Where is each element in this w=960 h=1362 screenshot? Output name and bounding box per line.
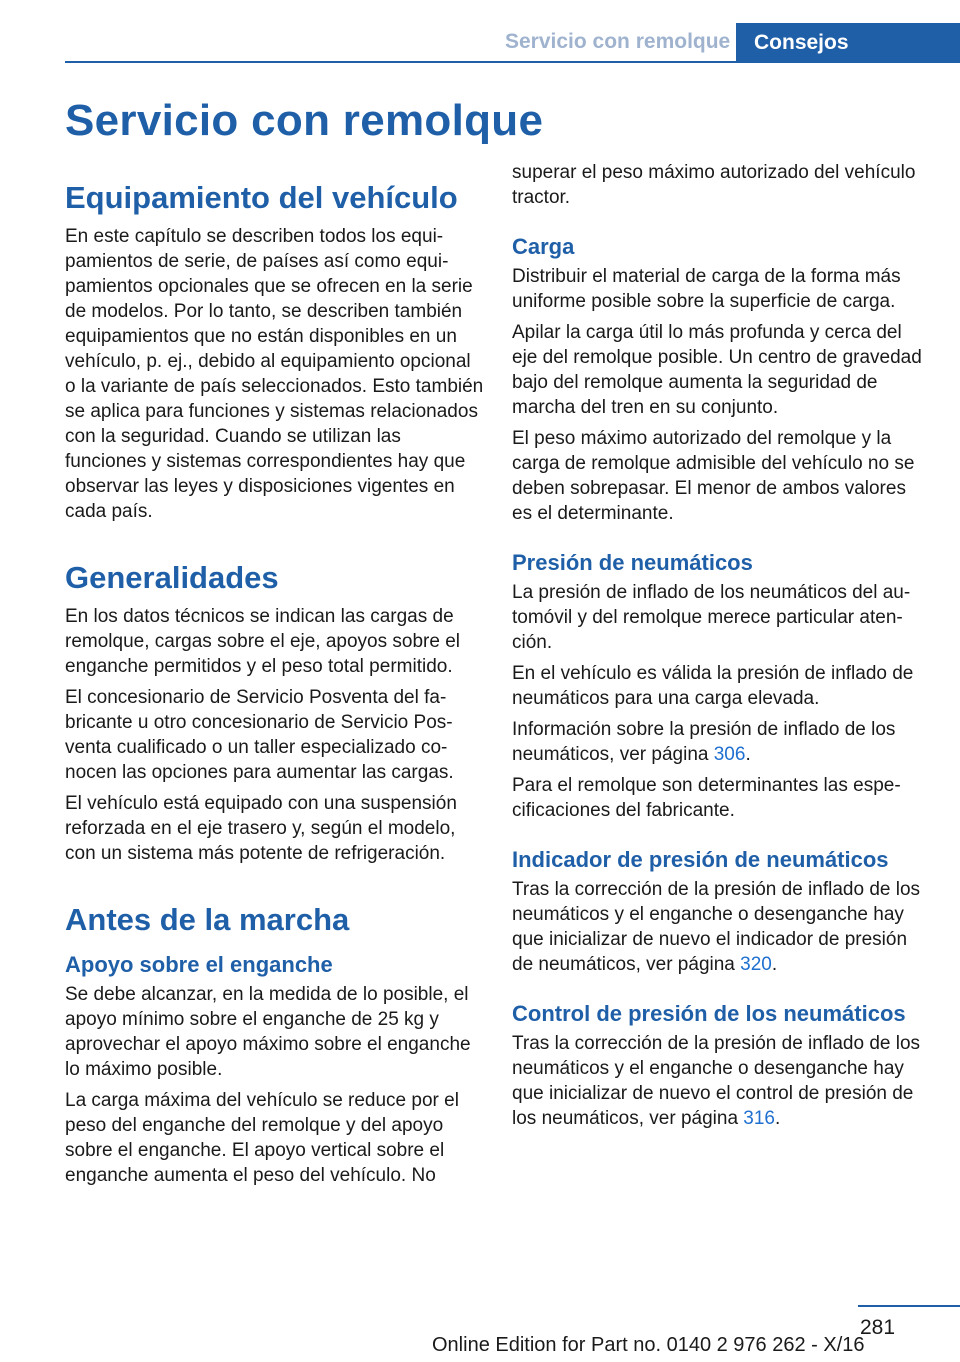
right-column [512, 160, 930, 1131]
page-title: Servicio con remolque [65, 96, 544, 145]
section-heading-generalidades: Generalidades [65, 560, 279, 595]
text: Tras la corrección de la presión de inflado de los neumáticos y el enganche o desenganche hay que inicializar de nuevo el control de presión de los neumáticos, ver página [512, 1033, 921, 1129]
paragraph: El peso máximo autorizado del remolque y la carga de remolque admisible del vehículo no se deben sobrepasar. El menor de ambos valores es el determinante. [512, 428, 915, 524]
text: Información sobre la presión de inflado de los neumáticos, ver página [512, 719, 896, 765]
section-heading-equipamiento: Equipamiento del vehículo [65, 180, 458, 215]
page-link-320[interactable]: 320 [740, 954, 772, 975]
text: Tras la corrección de la presión de inflado de los neumáticos y el enganche o desenganche hay que inicializar de nuevo el indicador de presión de neumáticos, ver página [512, 879, 921, 975]
paragraph [512, 717, 930, 767]
subheading-indicador: Indicador de presión de neumáticos [512, 847, 889, 872]
section-heading-antes: Antes de la marcha [65, 902, 350, 937]
subheading-control: Control de presión de los neumáticos [512, 1001, 906, 1026]
subheading-presion: Presión de neumáticos [512, 550, 753, 575]
paragraph: El vehículo está equipado con una suspensión reforzada en el eje trasero y, según el modelo, con un sistema más potente de refrigeración. [65, 793, 457, 864]
paragraph: Distribuir el material de carga de la forma más uniforme posible sobre la superficie de carga. [512, 266, 901, 312]
paragraph: Se debe alcanzar, en la medida de lo posible, el apoyo mínimo sobre el enganche de 25 kg y aprovechar el apoyo máximo sobre el enganche lo máximo posible. [65, 984, 471, 1080]
text: . [775, 1108, 781, 1129]
header-tab[interactable] [736, 23, 960, 63]
text: . [745, 744, 751, 765]
page-link-316[interactable]: 316 [743, 1108, 775, 1129]
subheading-apoyo: Apoyo sobre el enganche [65, 952, 333, 977]
paragraph: El concesionario de Servicio Posventa del fabricante u otro concesionario de Servicio Posventa cualificado o un taller especializado conocen las opciones para aumentar las cargas. [65, 687, 454, 783]
header-tab-label: Consejos [754, 31, 849, 54]
paragraph: La carga máxima del vehículo se reduce por el peso del enganche del remolque y del apoyo sobre el enganche. El apoyo vertical sobre el enganche aumenta el peso del vehículo. No [65, 1090, 459, 1186]
page-number: 281 [860, 1316, 896, 1339]
subheading-carga: Carga [512, 234, 575, 259]
paragraph: En los datos técnicos se indican las cargas de remolque, cargas sobre el eje, apoyos sobre el enganche permitidos y el peso total permitido. [65, 606, 461, 677]
header-section-label[interactable]: Servicio con remolque [505, 30, 731, 53]
page-link-306[interactable]: 306 [713, 744, 746, 765]
text: . [771, 954, 778, 975]
paragraph: En el vehículo es válida la presión de inflado de neumáticos para una carga elevada. [512, 663, 914, 709]
footer-rule [858, 1305, 960, 1307]
footer-edition: Online Edition for Part no. 0140 2 976 262 - X/16 [432, 1334, 865, 1356]
paragraph: Apilar la carga útil lo más profunda y cerca del eje del remolque posible. Un centro de gravedad bajo del remolque aumenta la seguridad de marcha del tren en su conjunto. [512, 322, 922, 418]
paragraph: La presión de inflado de los neumáticos del automóvil y del remolque merece particular atención. [512, 582, 911, 653]
paragraph: En este capítulo se describen todos los equipamientos de serie, de países así como equipamientos opcionales que se ofrecen en la serie de modelos. Por lo tanto, se describen también equipamientos que no están disponibles en un vehículo, p. ej., debido al equipamiento opcional o la variante de país seleccionados. Esto también se aplica para funciones y sistemas relacionados con la seguridad. Cuando se utilizan las funciones y sistemas correspondientes hay que observar las leyes y disposiciones vigentes en cada país. [65, 226, 484, 522]
left-column [65, 180, 485, 1188]
paragraph [512, 877, 930, 977]
paragraph [512, 1031, 930, 1131]
paragraph: superar el peso máximo autorizado del vehículo tractor. [512, 162, 916, 208]
paragraph: Para el remolque son determinantes las especificaciones del fabricante. [512, 775, 901, 821]
